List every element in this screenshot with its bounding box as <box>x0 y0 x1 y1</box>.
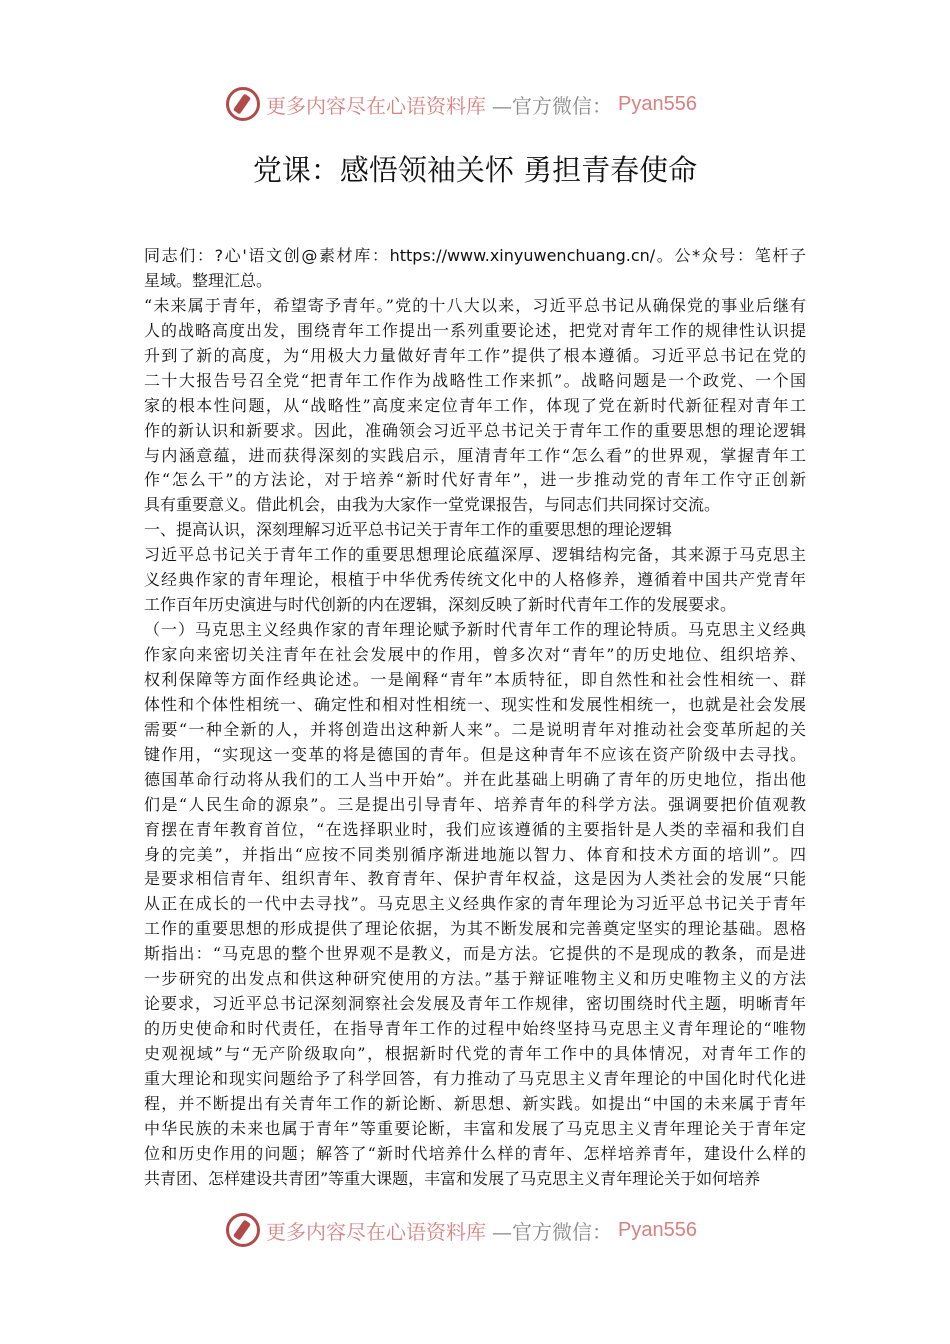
paragraph-line: “未来属于青年，希望寄予青年。”党的十八大以来，习近平总书记从确保党的事业后继有 <box>144 295 806 315</box>
paragraph-line: 习近平总书记关于青年工作的重要思想理论底蕴深厚、逻辑结构完备，其来源于马克思主 <box>144 545 806 565</box>
paragraph-line: 人的战略高度出发，围绕青年工作提出一系列重要论述，把党对青年工作的规律性认识提 <box>144 320 806 340</box>
paragraph-line: 作的新认识和新要求。因此，准确领会习近平总书记关于青年工作的重要思想的理论逻辑 <box>144 420 806 440</box>
paragraph-line: 程，并不断提出有关青年工作的新论断、新思想、新实践。如提出“中国的未来属于青年 <box>144 1093 806 1113</box>
watermark-wechat-label: —官方微信： <box>492 1219 612 1244</box>
watermark-header <box>226 84 726 124</box>
watermark-wechat-id: Pyan556 <box>618 1218 697 1241</box>
watermark-footer <box>226 1210 726 1250</box>
paragraph-line: 史观视域”与“无产阶级取向”，根据新时代党的青年工作中的具体情况，对青年工作的 <box>144 1044 806 1063</box>
paragraph-line: 的历史使命和时代责任，在指导青年工作的过程中始终坚持马克思主义青年理论的“唯物 <box>144 1019 806 1039</box>
intro-line: 星域。整理汇总。 <box>144 270 273 290</box>
paragraph-line: 德国革命行动将从我们的工人当中开始”。并在此基础上明确了青年的历史地位，指出他 <box>144 769 806 789</box>
paragraph-line: 键作用，“实现这一变革的将是德国的青年。但是这种青年不应该在资产阶级中去寻找。 <box>144 744 806 764</box>
paragraph-line: 育摆在青年教育首位，“在选择职业时，我们应该遵循的主要指针是人类的幸福和我们自 <box>144 819 806 839</box>
pen-logo-icon <box>226 1213 260 1247</box>
paragraph <box>144 543 806 618</box>
paragraph-line: 体性和个体性相统一、确定性和相对性相统一、现实性和发展性相统一，也就是社会发展 <box>144 694 806 714</box>
section-heading <box>144 518 806 543</box>
intro-paragraph <box>144 244 806 294</box>
paragraph-line: 义经典作家的青年理论，根植于中华优秀传统文化中的人格修养，遵循着中国共产党青年 <box>144 570 806 590</box>
heading-line: 一、提高认识，深刻理解习近平总书记关于青年工作的重要思想的理论逻辑 <box>144 520 673 540</box>
paragraph-line: 作“怎么干”的方法论，对于培养“新时代好青年”，进一步推动党的青年工作守正创新 <box>144 470 806 490</box>
paragraph-line: 论要求，习近平总书记深刻洞察社会发展及青年工作规律，密切围绕时代主题，明晰青年 <box>144 994 806 1014</box>
paragraph-line: 共青团、怎样建设共青团”等重大课题，丰富和发展了马克思主义青年理论关于如何培养 <box>144 1168 761 1188</box>
intro-line: 同志们：?心'语文创@素材库：https://www.xinyuwenchuang.cn/。公*众号：笔杆子 <box>144 246 806 265</box>
watermark-wechat-id: Pyan556 <box>618 92 697 115</box>
paragraph-line: 身的完美”，并指出“应按不同类别循序渐进地施以智力、体育和技术方面的培训”。四 <box>144 844 806 864</box>
paragraph-line: （一）马克思主义经典作家的青年理论赋予新时代青年工作的理论特质。马克思主义经典 <box>144 620 806 640</box>
paragraph-line: 家的根本性问题，从“战略性”高度来定位青年工作，体现了党在新时代新征程对青年工 <box>144 395 806 415</box>
watermark-text: 更多内容尽在心语资料库 <box>266 93 486 118</box>
paragraph-line: 一步研究的出发点和供这种研究使用的方法。”基于辩证唯物主义和历史唯物主义的方法 <box>144 969 806 989</box>
paragraph-line: 重大理论和现实问题给予了科学回答，有力推动了马克思主义青年理论的中国化时代化进 <box>144 1068 806 1088</box>
paragraph-line: 位和历史作用的问题；解答了“新时代培养什么样的青年、怎样培养青年，建设什么样的 <box>144 1143 806 1163</box>
paragraph <box>144 618 806 1192</box>
document-body <box>144 244 806 1192</box>
paragraph-line: 工作的重要思想的形成提供了理论依据，为其不断发展和完善奠定坚实的理论基础。恩格 <box>144 919 806 939</box>
paragraph-line: 作家向来密切关注青年在社会发展中的作用，曾多次对“青年”的历史地位、组织培养、 <box>144 645 806 664</box>
paragraph <box>144 294 806 518</box>
watermark-text: 更多内容尽在心语资料库 <box>266 1219 486 1244</box>
watermark-wechat-label: —官方微信： <box>492 93 612 118</box>
paragraph-line: 二十大报告号召全党“把青年工作作为战略性工作来抓”。战略问题是一个政党、一个国 <box>144 370 806 390</box>
paragraph-line: 是要求相信青年、组织青年、教育青年、保护青年权益，这是因为人类社会的发展“只能 <box>144 869 806 889</box>
paragraph-line: 与内涵意蕴，进而获得深刻的实践启示，厘清青年工作“怎么看”的世界观，掌握青年工 <box>144 445 806 465</box>
pen-logo-icon <box>226 87 260 121</box>
paragraph-line: 具有重要意义。借此机会，由我为大家作一堂党课报告，与同志们共同探讨交流。 <box>144 495 721 515</box>
paragraph-line: 从正在成长的一代中去寻找”。马克思主义经典作家的青年理论为习近平总书记关于青年 <box>144 894 806 914</box>
paragraph-line: 权利保障等方面作经典论述。一是阐释“青年”本质特征，即自然性和社会性相统一、群 <box>144 669 806 689</box>
paragraph-line: 中华民族的未来也属于青年”等重要论断，丰富和发展了马克思主义青年理论关于青年定 <box>144 1118 806 1138</box>
paragraph-line: 们是“人民生命的源泉”。三是提出引导青年、培养青年的科学方法。强调要把价值观教 <box>144 794 806 814</box>
paragraph-line: 升到了新的高度，为“用极大力量做好青年工作”提供了根本遵循。习近平总书记在党的 <box>144 345 806 365</box>
paragraph-line: 斯指出：“马克思的整个世界观不是教义，而是方法。它提供的不是现成的教条，而是进 <box>144 944 806 964</box>
paragraph-line: 工作百年历史演进与时代创新的内在逻辑，深刻反映了新时代青年工作的发展要求。 <box>144 595 737 615</box>
paragraph-line: 需要“一种全新的人，并将创造出这种新人来”。二是说明青年对推动社会变革所起的关 <box>144 719 806 739</box>
document-title: 党课：感悟领袖关怀 勇担青春使命 <box>252 153 698 187</box>
